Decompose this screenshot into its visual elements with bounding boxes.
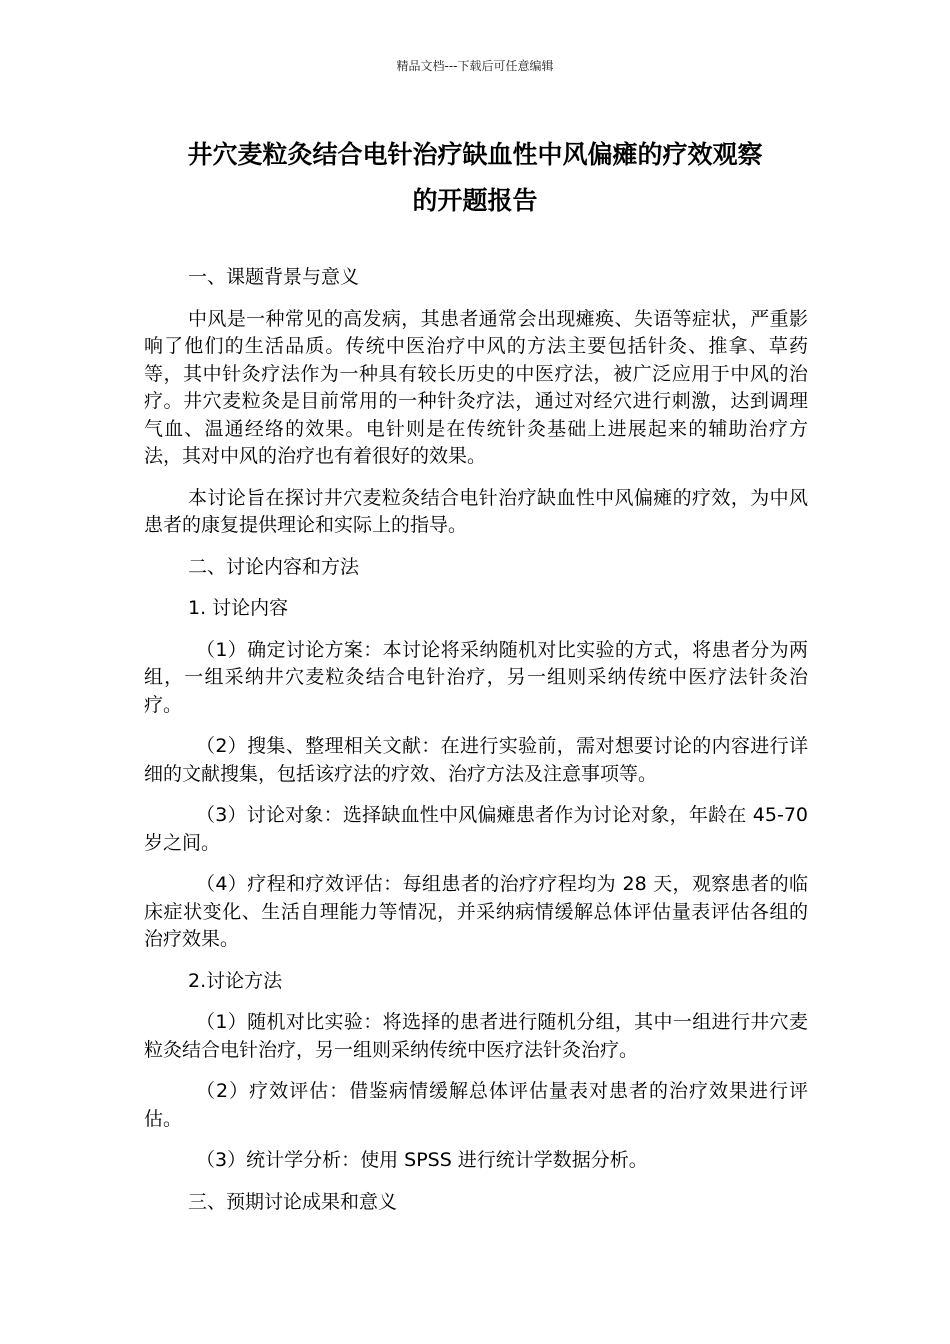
section-heading-expected-results: 三、预期讨论成果和意义 — [188, 1190, 398, 1213]
section-heading-content-methods: 二、讨论内容和方法 — [188, 555, 360, 578]
header-note: 精品文档---下载后可任意编辑 — [396, 59, 554, 73]
document-body — [144, 264, 808, 1230]
title-line-2: 的开题报告 — [412, 186, 538, 215]
section-heading-background: 一、课题背景与意义 — [188, 266, 360, 288]
paragraph-purpose: 本讨论旨在探讨井穴麦粒灸结合电针治疗缺血性中风偏瘫的疗效，为中风患者的康复提供理论和实际上的指导。 — [144, 486, 808, 536]
list-item-literature: （2）搜集、整理相关文献：在进行实验前，需对想要讨论的内容进行详细的文献搜集，包括该疗法的疗效、治疗方法及注意事项等。 — [144, 735, 808, 785]
list-item-random-trial: （1）随机对比实验：将选择的患者进行随机分组，其中一组进行井穴麦粒灸结合电针治疗，另一组则采纳传统中医疗法针灸治疗。 — [144, 1011, 808, 1061]
list-item-plan: （1）确定讨论方案：本讨论将采纳随机对比实验的方式，将患者分为两组，一组采纳井穴麦粒灸结合电针治疗，另一组则采纳传统中医疗法针灸治疗。 — [144, 638, 808, 716]
paragraph-background: 中风是一种常见的高发病，其患者通常会出现瘫痪、失语等症状，严重影响了他们的生活品质。传统中医治疗中风的方法主要包括针灸、推拿、草药等，其中针灸疗法作为一种具有较长历史的中医疗法，被广泛应用于中风的治疗。井穴麦粒灸是目前常用的一种针灸疗法，通过对经穴进行刺激，达到调理气血、温通经络的效果。电针则是在传统针灸基础上进展起来的辅助治疗方法，其对中风的治疗也有着很好的效果。 — [144, 307, 808, 467]
title-line-1: 井穴麦粒灸结合电针治疗缺血性中风偏瘫的疗效观察 — [187, 140, 763, 169]
document-title — [120, 132, 830, 224]
list-item-efficacy: （2）疗效评估：借鉴病情缓解总体评估量表对患者的治疗效果进行评估。 — [144, 1080, 808, 1130]
list-item-course-evaluation: （4）疗程和疗效评估：每组患者的治疗疗程均为 28 天，观察患者的临床症状变化、生活自理能力等情况，并采纳病情缓解总体评估量表评估各组的治疗效果。 — [144, 873, 808, 950]
subheading-content: 1. 讨论内容 — [188, 597, 289, 619]
list-item-statistics: （3）统计学分析：使用 SPSS 进行统计学数据分析。 — [196, 1149, 648, 1171]
subheading-methods: 2.讨论方法 — [188, 969, 283, 992]
list-item-subjects: （3）讨论对象：选择缺血性中风偏瘫患者作为讨论对象，年龄在 45-70 岁之间。 — [144, 804, 808, 854]
